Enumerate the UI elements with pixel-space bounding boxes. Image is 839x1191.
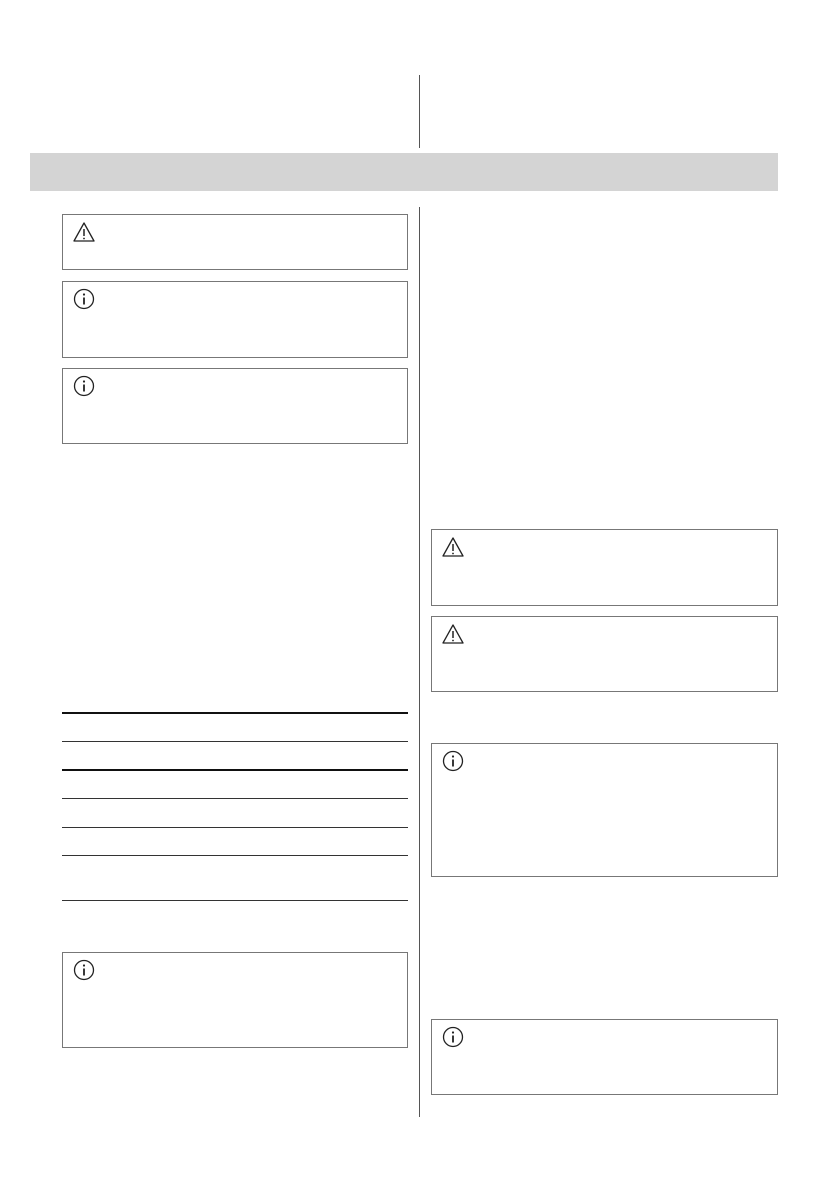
warning-icon bbox=[73, 221, 95, 243]
info-icon bbox=[442, 1026, 464, 1048]
table-rule-bottom bbox=[62, 900, 408, 901]
info-icon bbox=[73, 375, 95, 397]
info-notice bbox=[62, 368, 408, 444]
warning-icon bbox=[442, 536, 464, 558]
info-notice bbox=[62, 281, 408, 358]
table-rule bbox=[62, 741, 408, 742]
info-icon bbox=[442, 750, 464, 772]
section-banner bbox=[30, 153, 778, 191]
table-rule bbox=[62, 798, 408, 799]
table-rule bbox=[62, 769, 408, 771]
info-icon bbox=[73, 959, 95, 981]
info-notice bbox=[431, 743, 778, 877]
warning-notice bbox=[431, 616, 778, 692]
column-divider-main bbox=[419, 207, 420, 1117]
column-divider-top bbox=[419, 75, 420, 148]
table-rule bbox=[62, 855, 408, 856]
warning-icon bbox=[442, 623, 464, 645]
info-icon bbox=[73, 288, 95, 310]
table-rule bbox=[62, 827, 408, 828]
info-notice bbox=[62, 952, 408, 1048]
warning-notice bbox=[431, 529, 778, 606]
warning-notice bbox=[62, 214, 408, 270]
info-notice bbox=[431, 1019, 778, 1095]
table-rule-top bbox=[62, 712, 408, 714]
